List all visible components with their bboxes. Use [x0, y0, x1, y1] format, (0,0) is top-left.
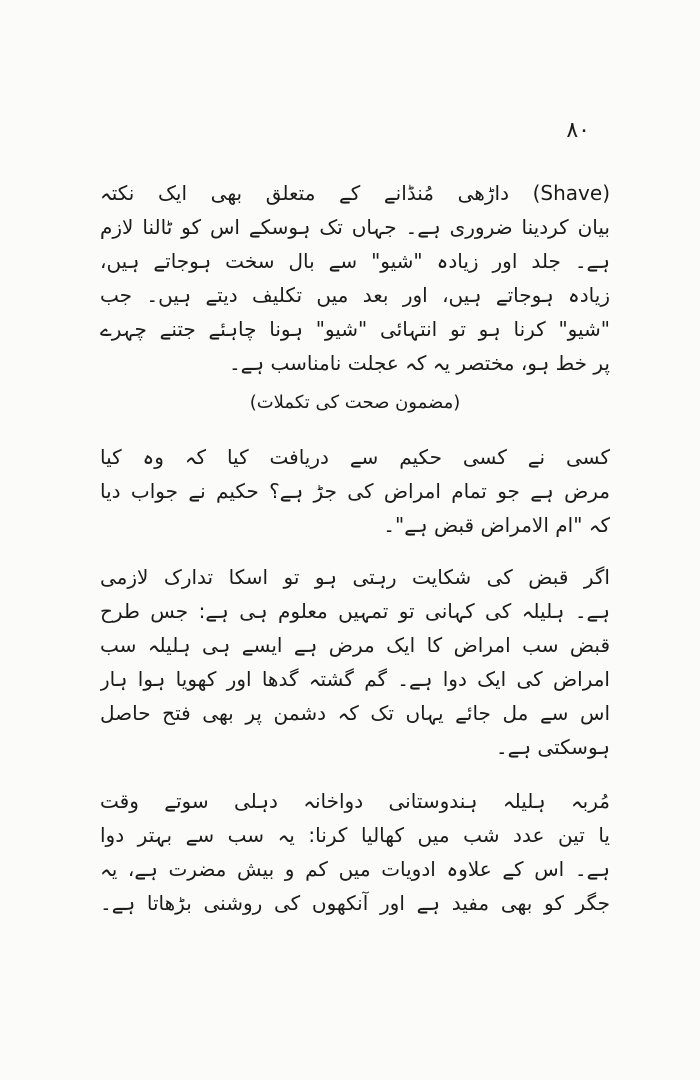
text-line: کسی نے کسی حکیم سے دریافت کیا کہ وہ کیا: [100, 445, 610, 469]
text-line: پر خط ہو، مختصر یہ کہ عجلت نامناسب ہے۔: [228, 351, 610, 375]
text-line: قبض سب امراض کا ایک مرض ہے ایسے ہی ہلیلہ سب: [100, 633, 610, 657]
text-line: ہے۔ اس کے علاوہ ادویات میں کم و بیش مضرت ہے، یہ: [100, 857, 610, 881]
text-line: ہوسکتی ہے۔: [495, 735, 610, 759]
text-line: اگر قبض کی شکایت رہتی ہو تو اسکا تدارک لازمی: [100, 565, 610, 589]
text-line: بیان کردینا ضروری ہے۔ جہاں تک ہوسکے اس کو ٹالنا لازم: [100, 215, 610, 239]
paragraph-shaving: [100, 176, 610, 380]
paragraph-murabba: [100, 784, 610, 920]
paragraph-hakim: [100, 440, 610, 542]
text-line: ہے۔ ہلیلہ کی کہانی تو تمہیں معلوم ہی ہے: جس طرح: [100, 599, 610, 623]
text-line: جگر کو بھی مفید ہے اور آنکھوں کی روشنی بڑھاتا ہے۔: [100, 891, 610, 915]
text-line: (Shave) داڑھی مُنڈانے کے متعلق بھی ایک نکتہ: [100, 181, 610, 205]
section-heading: (مضمون صحت کی تکملات): [249, 392, 461, 413]
text-line: اس سے مل جائے یہاں تک کہ دشمن پر بھی فتح حاصل: [100, 701, 610, 725]
text-line: ہے۔ جلد اور زیادہ "شیو" سے بال سخت ہوجاتے ہیں،: [100, 249, 610, 273]
text-line: زیادہ ہوجاتے ہیں، اور بعد میں تکلیف دیتے ہیں۔ جب: [100, 283, 610, 307]
page-number: ۸۰: [566, 118, 590, 143]
text-line: مرض ہے جو تمام امراض کی جڑ ہے؟ حکیم نے جواب دیا: [100, 479, 610, 503]
paragraph-constipation: [100, 560, 610, 764]
text-line: "شیو" کرنا ہو تو انتہائی "شیو" ہونا چاہئے جتنے چہرے: [100, 317, 610, 341]
text-line: امراض کی ایک دوا ہے۔ گم گشتہ گدھا اور کھویا ہوا ہار: [100, 667, 610, 691]
text-line: یا تین عدد شب میں کھالیا کرنا: یہ سب سے بہتر دوا: [100, 823, 610, 847]
text-line: مُربہ ہلیلہ ہندوستانی دواخانہ دہلی سوتے وقت: [100, 789, 610, 813]
text-line: کہ "ام الامراض قبض ہے"۔: [383, 513, 610, 537]
